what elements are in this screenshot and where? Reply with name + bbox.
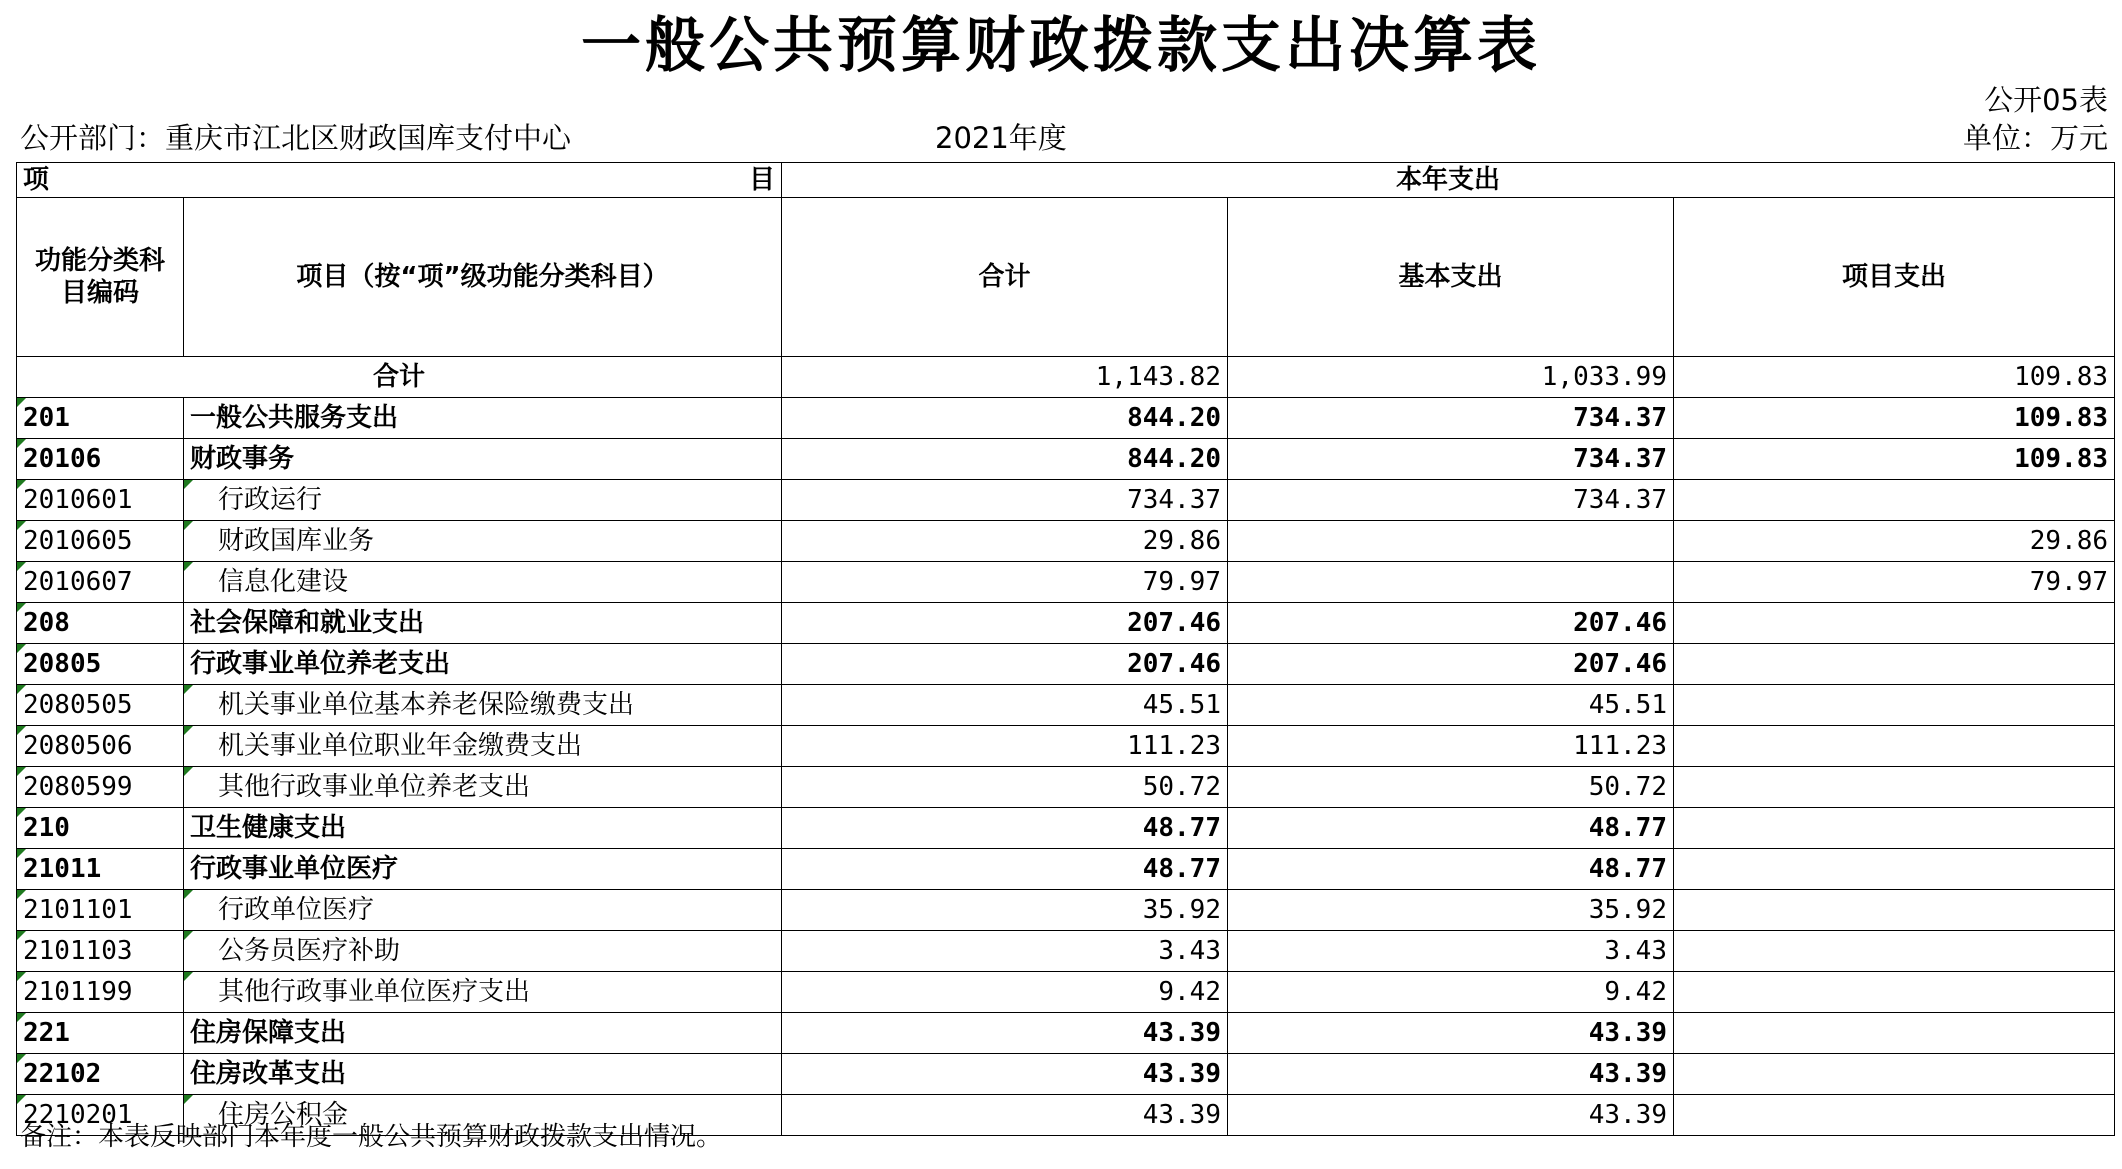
total-row-basic: 1,033.99 <box>1228 357 1674 398</box>
row-name: 财政事务 <box>184 439 782 480</box>
row-basic: 48.77 <box>1228 808 1674 849</box>
item-header-end: 目 <box>748 165 775 195</box>
row-basic: 48.77 <box>1228 849 1674 890</box>
row-project <box>1674 1095 2115 1136</box>
row-total: 734.37 <box>782 480 1228 521</box>
row-project <box>1674 972 2115 1013</box>
row-name: 社会保障和就业支出 <box>184 603 782 644</box>
row-total: 45.51 <box>782 685 1228 726</box>
row-total: 207.46 <box>782 644 1228 685</box>
row-basic: 9.42 <box>1228 972 1674 1013</box>
row-total: 207.46 <box>782 603 1228 644</box>
row-name: 财政国库业务 <box>184 521 782 562</box>
form-number: 公开05表 <box>1984 83 2108 117</box>
row-name: 住房公积金 <box>184 1095 782 1136</box>
row-name: 其他行政事业单位养老支出 <box>184 767 782 808</box>
total-row-project: 109.83 <box>1674 357 2115 398</box>
row-code: 20106 <box>17 439 184 480</box>
row-code: 2010605 <box>17 521 184 562</box>
table-row <box>17 398 2115 439</box>
table-row <box>17 931 2115 972</box>
row-name: 一般公共服务支出 <box>184 398 782 439</box>
row-basic: 43.39 <box>1228 1054 1674 1095</box>
row-project <box>1674 1054 2115 1095</box>
row-project <box>1674 849 2115 890</box>
row-code: 221 <box>17 1013 184 1054</box>
item-header-start: 项 <box>23 165 50 195</box>
row-total: 3.43 <box>782 931 1228 972</box>
row-code: 21011 <box>17 849 184 890</box>
row-code: 2080506 <box>17 726 184 767</box>
row-total: 43.39 <box>782 1013 1228 1054</box>
row-name: 住房改革支出 <box>184 1054 782 1095</box>
table-row <box>17 972 2115 1013</box>
row-basic <box>1228 521 1674 562</box>
row-code: 2080599 <box>17 767 184 808</box>
total-column-header: 合计 <box>782 198 1228 357</box>
row-name: 其他行政事业单位医疗支出 <box>184 972 782 1013</box>
unit-label: 单位：万元 <box>1962 121 2108 155</box>
table-row <box>17 521 2115 562</box>
table-row <box>17 726 2115 767</box>
row-name: 行政事业单位养老支出 <box>184 644 782 685</box>
row-project <box>1674 1013 2115 1054</box>
table-row <box>17 480 2115 521</box>
row-basic: 3.43 <box>1228 931 1674 972</box>
department-label: 公开部门：重庆市江北区财政国库支付中心 <box>20 121 572 155</box>
row-total: 844.20 <box>782 398 1228 439</box>
total-row-total: 1,143.82 <box>782 357 1228 398</box>
table-row <box>17 685 2115 726</box>
expenditure-table <box>16 162 2115 1136</box>
row-project <box>1674 808 2115 849</box>
code-column-header: 功能分类科目编码 <box>17 198 184 357</box>
row-code: 22102 <box>17 1054 184 1095</box>
row-code: 208 <box>17 603 184 644</box>
name-column-header: 项目（按“项”级功能分类科目） <box>184 198 782 357</box>
table-row <box>17 562 2115 603</box>
row-basic: 734.37 <box>1228 480 1674 521</box>
row-total: 48.77 <box>782 808 1228 849</box>
row-total: 35.92 <box>782 890 1228 931</box>
row-total: 43.39 <box>782 1054 1228 1095</box>
row-name: 行政事业单位医疗 <box>184 849 782 890</box>
row-code: 2010607 <box>17 562 184 603</box>
row-basic: 43.39 <box>1228 1095 1674 1136</box>
row-total: 9.42 <box>782 972 1228 1013</box>
row-total: 111.23 <box>782 726 1228 767</box>
row-code: 210 <box>17 808 184 849</box>
row-name: 住房保障支出 <box>184 1013 782 1054</box>
row-project: 79.97 <box>1674 562 2115 603</box>
row-name: 行政运行 <box>184 480 782 521</box>
row-project <box>1674 603 2115 644</box>
row-code: 2101199 <box>17 972 184 1013</box>
row-name: 卫生健康支出 <box>184 808 782 849</box>
project-column-header: 项目支出 <box>1674 198 2115 357</box>
row-code: 20805 <box>17 644 184 685</box>
row-code: 201 <box>17 398 184 439</box>
row-name: 行政单位医疗 <box>184 890 782 931</box>
table-row <box>17 603 2115 644</box>
table-row <box>17 767 2115 808</box>
item-header <box>17 163 782 198</box>
table-row <box>17 808 2115 849</box>
row-code: 2101103 <box>17 931 184 972</box>
row-total: 50.72 <box>782 767 1228 808</box>
fiscal-year: 2021年度 <box>935 121 1067 155</box>
footnote: 备注：本表反映部门本年度一般公共预算财政拨款支出情况。 <box>20 1122 723 1152</box>
row-basic: 50.72 <box>1228 767 1674 808</box>
row-total: 29.86 <box>782 521 1228 562</box>
row-basic: 45.51 <box>1228 685 1674 726</box>
row-total: 79.97 <box>782 562 1228 603</box>
current-year-header: 本年支出 <box>782 163 2115 198</box>
row-total: 844.20 <box>782 439 1228 480</box>
row-basic: 43.39 <box>1228 1013 1674 1054</box>
table-row <box>17 890 2115 931</box>
basic-column-header: 基本支出 <box>1228 198 1674 357</box>
row-basic: 111.23 <box>1228 726 1674 767</box>
row-project: 29.86 <box>1674 521 2115 562</box>
row-code: 2101101 <box>17 890 184 931</box>
row-name: 机关事业单位基本养老保险缴费支出 <box>184 685 782 726</box>
row-basic: 734.37 <box>1228 398 1674 439</box>
row-project <box>1674 726 2115 767</box>
row-basic: 35.92 <box>1228 890 1674 931</box>
page-title: 一般公共预算财政拨款支出决算表 <box>581 11 1541 81</box>
row-project <box>1674 890 2115 931</box>
row-basic: 734.37 <box>1228 439 1674 480</box>
row-code: 2080505 <box>17 685 184 726</box>
row-basic: 207.46 <box>1228 603 1674 644</box>
table-row <box>17 849 2115 890</box>
table-row <box>17 644 2115 685</box>
row-total: 43.39 <box>782 1095 1228 1136</box>
row-name: 信息化建设 <box>184 562 782 603</box>
row-basic <box>1228 562 1674 603</box>
row-basic: 207.46 <box>1228 644 1674 685</box>
total-row <box>17 357 2115 398</box>
row-project <box>1674 644 2115 685</box>
row-code: 2210201 <box>17 1095 184 1136</box>
row-project <box>1674 931 2115 972</box>
table-row <box>17 1054 2115 1095</box>
row-name: 机关事业单位职业年金缴费支出 <box>184 726 782 767</box>
row-project <box>1674 480 2115 521</box>
row-name: 公务员医疗补助 <box>184 931 782 972</box>
header-row-1 <box>17 163 2115 198</box>
row-total: 48.77 <box>782 849 1228 890</box>
row-code: 2010601 <box>17 480 184 521</box>
row-project <box>1674 685 2115 726</box>
header-row-2 <box>17 198 2115 357</box>
row-project <box>1674 767 2115 808</box>
row-project: 109.83 <box>1674 439 2115 480</box>
total-row-label: 合计 <box>17 357 782 398</box>
table-row <box>17 439 2115 480</box>
table-row <box>17 1013 2115 1054</box>
row-project: 109.83 <box>1674 398 2115 439</box>
